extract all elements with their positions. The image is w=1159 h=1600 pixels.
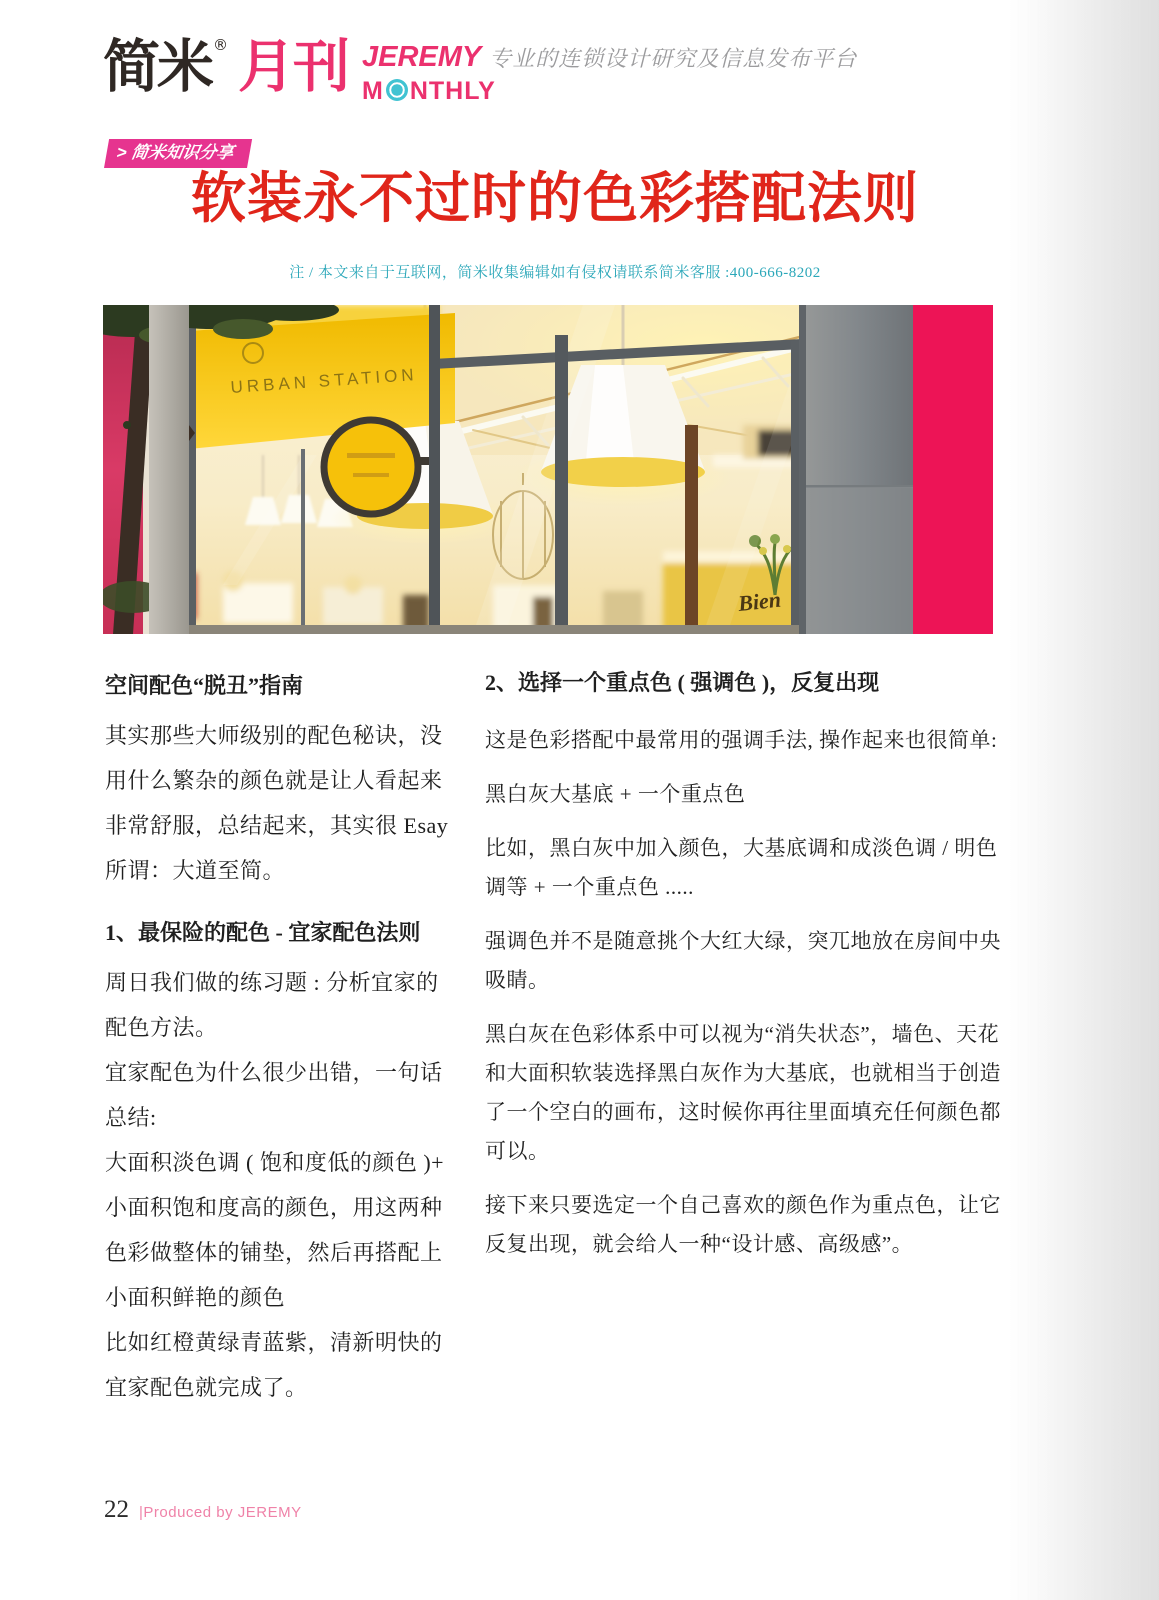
body-paragraph: 强调色并不是随意挑个大红大绿，突兀地放在房间中央吸睛。 [485, 929, 1001, 992]
glass-script-text: Bien [736, 586, 783, 616]
page-number: 22 [104, 1496, 129, 1523]
brand-tagline: 专业的连锁设计研究及信息发布平台 [489, 46, 858, 71]
logo-jianmi: 简米 [103, 34, 211, 100]
monthly-m: M [362, 77, 384, 105]
monthly-wordmark [362, 77, 857, 106]
sign-text: URBAN STATION [229, 364, 419, 397]
article-photo [103, 305, 913, 634]
body-paragraph: 周日我们做的练习题 : 分析宜家的配色方法。 [105, 970, 439, 1040]
page-edge-shade [1009, 0, 1159, 1600]
storefront-illustration [103, 305, 913, 634]
cyan-ring-icon [386, 79, 408, 101]
article-body [105, 663, 1010, 1410]
logo-monthly-zh: 月刊 [238, 34, 348, 100]
source-note: 注 / 本文来自于互联网，简米收集编辑如有侵权请联系简米客服 :400-666-8202 [289, 265, 821, 281]
right-concrete-column [799, 305, 913, 634]
left-pilaster [149, 305, 189, 634]
body-paragraph: 所谓：大道至简。 [105, 858, 286, 883]
brand-block [362, 36, 857, 106]
masthead [103, 36, 857, 106]
pink-accent-bar [913, 305, 993, 634]
registered-trademark-icon: ® [213, 36, 228, 54]
body-paragraph: 比如红橙黄绿青蓝紫，清新明快的宜家配色就完成了。 [105, 1330, 443, 1400]
body-paragraph: 比如，黑白灰中加入颜色，大基底调和成淡色调 / 明色调等 + 一个重点色 ..... [485, 836, 998, 899]
footer-credit: |Produced by JEREMY [139, 1504, 302, 1521]
body-paragraph: 黑白灰大基底 + 一个重点色 [485, 782, 746, 806]
monthly-rest: NTHLY [409, 77, 496, 105]
left-column [105, 663, 457, 1410]
body-paragraph: 这是色彩搭配中最常用的强调手法, 操作起来也很简单: [485, 728, 998, 752]
body-paragraph: 其实那些大师级别的配色秘诀，没用什么繁杂的颜色就是让人看起来非常舒服，总结起来，其实很 Esay [105, 723, 449, 838]
article-title: 软装永不过时的色彩搭配法则 [190, 168, 919, 229]
body-paragraph: 接下来只要选定一个自己喜欢的颜色作为重点色，让它反复出现，就会给人一种“设计感、高级感”。 [485, 1193, 1001, 1256]
section-heading: 1、最保险的配色 - 宜家配色法则 [105, 920, 421, 945]
body-paragraph: 黑白灰在色彩体系中可以视为“消失状态”，墙色、天花和大面积软装选择黑白灰作为大基底，也就相当于创造了一个空白的画布，这时候你再往里面填充任何颜色都可以。 [485, 1022, 1001, 1163]
section-heading: 空间配色“脱丑”指南 [105, 673, 304, 698]
brand-name: JEREMY [362, 41, 482, 73]
section-tag: > 简米知识分享 [104, 139, 252, 168]
right-column [485, 663, 1010, 1410]
body-paragraph: 宜家配色为什么很少出错，一句话总结: [105, 1060, 443, 1130]
body-paragraph: 大面积淡色调 ( 饱和度低的颜色 )+ 小面积饱和度高的颜色，用这两种色彩做整体的铺垫，然后再搭配上小面积鲜艳的颜色 [105, 1150, 445, 1310]
section-heading: 2、选择一个重点色 ( 强调色 )，反复出现 [485, 670, 880, 695]
page-footer [104, 1496, 302, 1524]
